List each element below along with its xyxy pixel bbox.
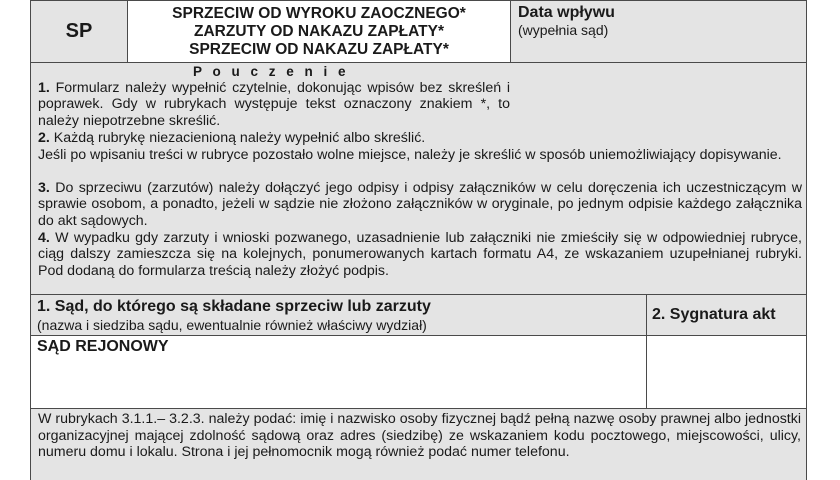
receipt-date-title: Data wpływu	[518, 4, 615, 21]
instruction-2b	[38, 147, 802, 163]
instructions-box	[30, 62, 807, 295]
instruction-2a	[38, 130, 510, 146]
instruction-3-text: Do sprzeciwu (zarzutów) należy dołączyć jego odpisy i odpisy załączników w celu doręczenia ich uczestniczącym w sprawie osobom, a ponadto, jeżeli w sądzie nie złożono załączników w oryginale, po jednym odpisie każdego załącznika do akt sądowych.	[38, 180, 802, 229]
court-section-title: 1. Sąd, do którego są składane sprzeciw lub zarzuty	[37, 298, 431, 315]
case-number-header	[646, 294, 807, 336]
form-title-box	[127, 0, 511, 63]
instruction-2b-text: Jeśli po wpisaniu treści w rubryce pozostało wolne miejsce, należy je skreślić w sposób uniemożliwiający dopisywanie.	[38, 147, 782, 163]
instruction-2-number: 2.	[38, 130, 50, 146]
instruction-3	[38, 180, 802, 229]
case-number-field[interactable]	[646, 335, 807, 409]
instruction-2a-text: Każdą rubrykę niezacienioną należy wypełnić albo skreślić.	[53, 130, 426, 146]
instruction-1	[38, 80, 510, 129]
instruction-1-number: 1.	[38, 80, 50, 96]
form-code-box	[30, 0, 128, 63]
form-title-line-1: SPRZECIW OD WYROKU ZAOCZNEGO*	[172, 5, 466, 22]
court-section-header	[30, 294, 647, 336]
instruction-1-text: Formularz należy wypełnić czytelnie, dokonując wpisów bez skreśleń i poprawek. Gdy w rubrykach występuje tekst oznaczony znakiem *, to należy niepotrzebne skreślić.	[38, 80, 510, 129]
court-name-field[interactable]	[30, 335, 647, 409]
instruction-4	[38, 230, 802, 279]
instruction-3-number: 3.	[38, 180, 50, 196]
court-name-value: SĄD REJONOWY	[37, 338, 169, 355]
instructions-heading: P o u c z e n i e	[192, 64, 350, 79]
parties-note-box	[30, 408, 807, 480]
form-title-line-3: SPRZECIW OD NAKAZU ZAPŁATY*	[189, 41, 449, 58]
receipt-date-subtitle: (wypełnia sąd)	[518, 22, 609, 38]
case-number-title: 2. Sygnatura akt	[652, 306, 776, 323]
form-title-line-2: ZARZUTY OD NAKAZU ZAPŁATY*	[194, 23, 444, 40]
court-section-subtitle: (nazwa i siedziba sądu, ewentualnie również właściwy wydział)	[37, 317, 427, 333]
instruction-4-text: W wypadku gdy zarzuty i wnioski pozwanego, uzasadnienie lub załączniki nie zmieściły się w odpowiedniej rubryce, ciąg dalszy zamieszcza się na kolejnych, ponumerowanych kartach formatu A4, ze wskazaniem uzupełnianej rubryki. Pod dodaną do formularza treścią należy złożyć podpis.	[38, 230, 802, 279]
instruction-4-number: 4.	[38, 230, 50, 246]
form-code: SP	[65, 20, 93, 42]
parties-note-text: W rubrykach 3.1.1.– 3.2.3. należy podać: imię i nazwisko osoby fizycznej bądź pełną nazwę osoby prawnej albo jednostki organizacyjnej mającej zdolność sądową oraz adres (siedzibę) ze wskazaniem kodu pocztowego, miejscowości, ulicy, numeru domu i lokalu. Strona i jej pełnomocnik mogą również podać numer telefonu.	[38, 411, 801, 461]
